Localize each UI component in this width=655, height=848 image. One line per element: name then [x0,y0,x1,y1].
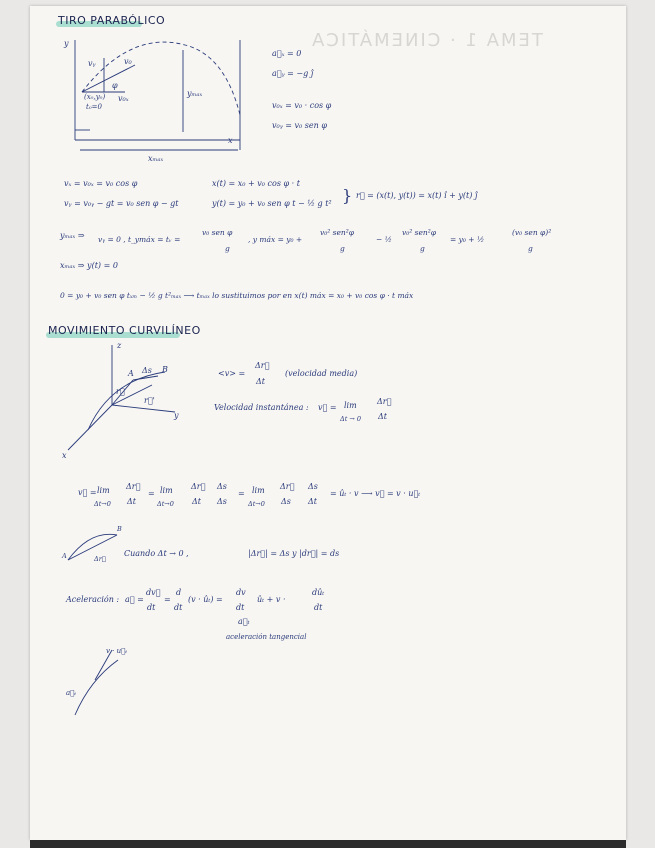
small-a: A [62,552,67,560]
accel-d2: dt [174,603,183,612]
long-tail: = ûₜ · v ⟶ v⃗ = v · u⃗ₜ [330,489,421,498]
xt-eq: x(t) = x₀ + v₀ cos φ · t [212,179,300,188]
long-f5d: Δt [308,497,317,506]
accel-ut: ûₜ + v · [257,595,286,604]
vx-eq: vₓ = v₀ₓ = v₀ cos φ [64,179,138,188]
ymax-label: yₘₐₓ [187,89,203,98]
accel-d1: dt [147,603,156,612]
last-bot-label: a⃗ₜ [66,689,77,697]
long-lim2: lim [160,486,173,495]
long-lim3: lim [252,486,265,495]
long-f1d: Δt [127,497,136,506]
zero-eq: 0 = y₀ + v₀ sen φ tₓₘ − ½ g t²ₘₐₓ ⟶ tₘₐₓ lo sustituimos por en x(t) máx = x₀ + v₀ cos φ · t máx [60,291,414,300]
z-axis-label: z [117,341,122,350]
x-axis-label-3d: x [62,451,67,460]
y-axis-label-3d: y [174,411,179,420]
accel-d3: dt [236,603,245,612]
frac4-den: g [528,244,533,253]
vinst-den: Δt [378,412,387,421]
ymax-cond-c: , y máx = y₀ + [248,235,303,244]
ax-eq: a⃗ₓ = 0 [272,49,302,58]
long-v: v⃗ = [78,488,97,497]
long-sub2: Δt→0 [157,500,174,508]
vinst-lim: lim [344,401,357,410]
long-f2d: Δt [192,497,201,506]
accel-label: Aceleración : [66,595,120,604]
accel-n3: dv [236,588,246,597]
vinst-num: Δr⃗ [377,397,392,406]
vmedia-num: Δr⃗ [255,361,270,370]
long-eq2: = [238,489,245,498]
r-eq: r⃗ = (x(t), y(t)) = x(t) î + y(t) ĵ [356,191,478,200]
bleed-through-title: TEMA 1 · CINEMÁTICA [310,30,543,51]
long-f1n: Δr⃗ [126,482,141,491]
ymax-cond-e: = y₀ + ½ [450,235,485,244]
accel-d4: dt [314,603,323,612]
ymax-cond-b: vᵧ = 0 , t_ymáx = tᵥ = [98,235,181,244]
long-f3d: Δs [217,497,227,506]
yt-eq: y(t) = y₀ + v₀ sen φ t − ½ g t² [212,199,332,208]
vinst-sub: Δt → 0 [340,415,362,423]
section-title-tiro: TIRO PARABÓLICO [58,14,166,27]
frac1-num: v₀ sen φ [202,228,233,237]
r-label: r⃗ [116,387,125,396]
long-f2n: Δr⃗ [191,482,206,491]
small-dr: Δr⃗ [94,555,106,563]
ymax-cond-d: − ½ [376,235,392,244]
point-a-label: A [128,369,134,378]
frac1-den: g [225,244,230,253]
rp-label: r⃗' [144,396,155,405]
long-lim1: lim [97,486,110,495]
frac3-den: g [420,244,425,253]
frac3-num: v₀² sen²φ [402,228,437,237]
accel-n2: d [176,588,182,597]
voy-eq: v₀ᵧ = v₀ sen φ [272,121,327,130]
vo-label: v₀ [124,57,132,66]
xmax-label: xₘₐₓ [148,154,164,163]
vinst-eq: v⃗ = [318,403,337,412]
vmedia-note: (velocidad media) [285,369,358,378]
last-top-label: v · u⃗ₜ [106,647,128,655]
origin-label: (x₀,y₀) [84,93,106,101]
long-f5n: Δs [308,482,318,491]
long-sub1: Δt→0 [94,500,111,508]
vox-eq: v₀ₓ = v₀ · cos φ [272,101,332,110]
vmedia-lhs: <v> = [218,369,246,378]
accel-a: a⃗ = [125,595,144,604]
vox-label: v₀ₓ [118,94,129,103]
long-f4d: Δs [281,497,291,506]
frac2-den: g [340,244,345,253]
point-b-label: B [162,365,168,374]
accel-n1: dv⃗ [146,588,161,597]
angle-label: φ [112,81,118,90]
t0-label: t₀=0 [86,103,102,111]
long-eq1: = [148,489,155,498]
accel-under: a⃗ₜ [238,617,250,626]
vmedia-den: Δt [256,377,265,386]
cuando-text: Cuando Δt → 0 , [124,549,189,558]
section-title-curvilineo: MOVIMIENTO CURVILÍNEO [48,324,201,337]
brace: } [342,186,353,205]
tangential-note: aceleración tangencial [226,633,307,641]
ay-eq: a⃗ᵧ = −g ĵ [272,69,314,78]
cuando-tail: |Δr⃗| = Δs y |dr⃗| = ds [248,549,340,558]
x-axis-label: x [228,136,233,145]
frac2-num: v₀² sen²φ [320,228,355,237]
ymax-cond-a: yₘₐₓ ⇒ [60,231,85,240]
long-f3n: Δs [217,482,227,491]
frac4-num: (v₀ sen φ)² [512,228,552,237]
small-b: B [117,525,122,533]
long-sub3: Δt→0 [248,500,265,508]
xmax-cond: xₘₐₓ ⇒ y(t) = 0 [60,261,118,270]
long-f4n: Δr⃗ [280,482,295,491]
vinst-label: Velocidad instantánea : [214,403,309,412]
accel-par: (v · ûₜ) = [188,595,223,604]
vy-label: vᵧ [88,59,96,68]
accel-n4: dûₜ [312,588,325,597]
accel-eq: = [164,595,171,604]
vy-eq: vᵧ = v₀ᵧ − gt = v₀ sen φ − gt [64,199,179,208]
y-axis-label: y [64,39,69,48]
ds-label: Δs [142,366,152,375]
